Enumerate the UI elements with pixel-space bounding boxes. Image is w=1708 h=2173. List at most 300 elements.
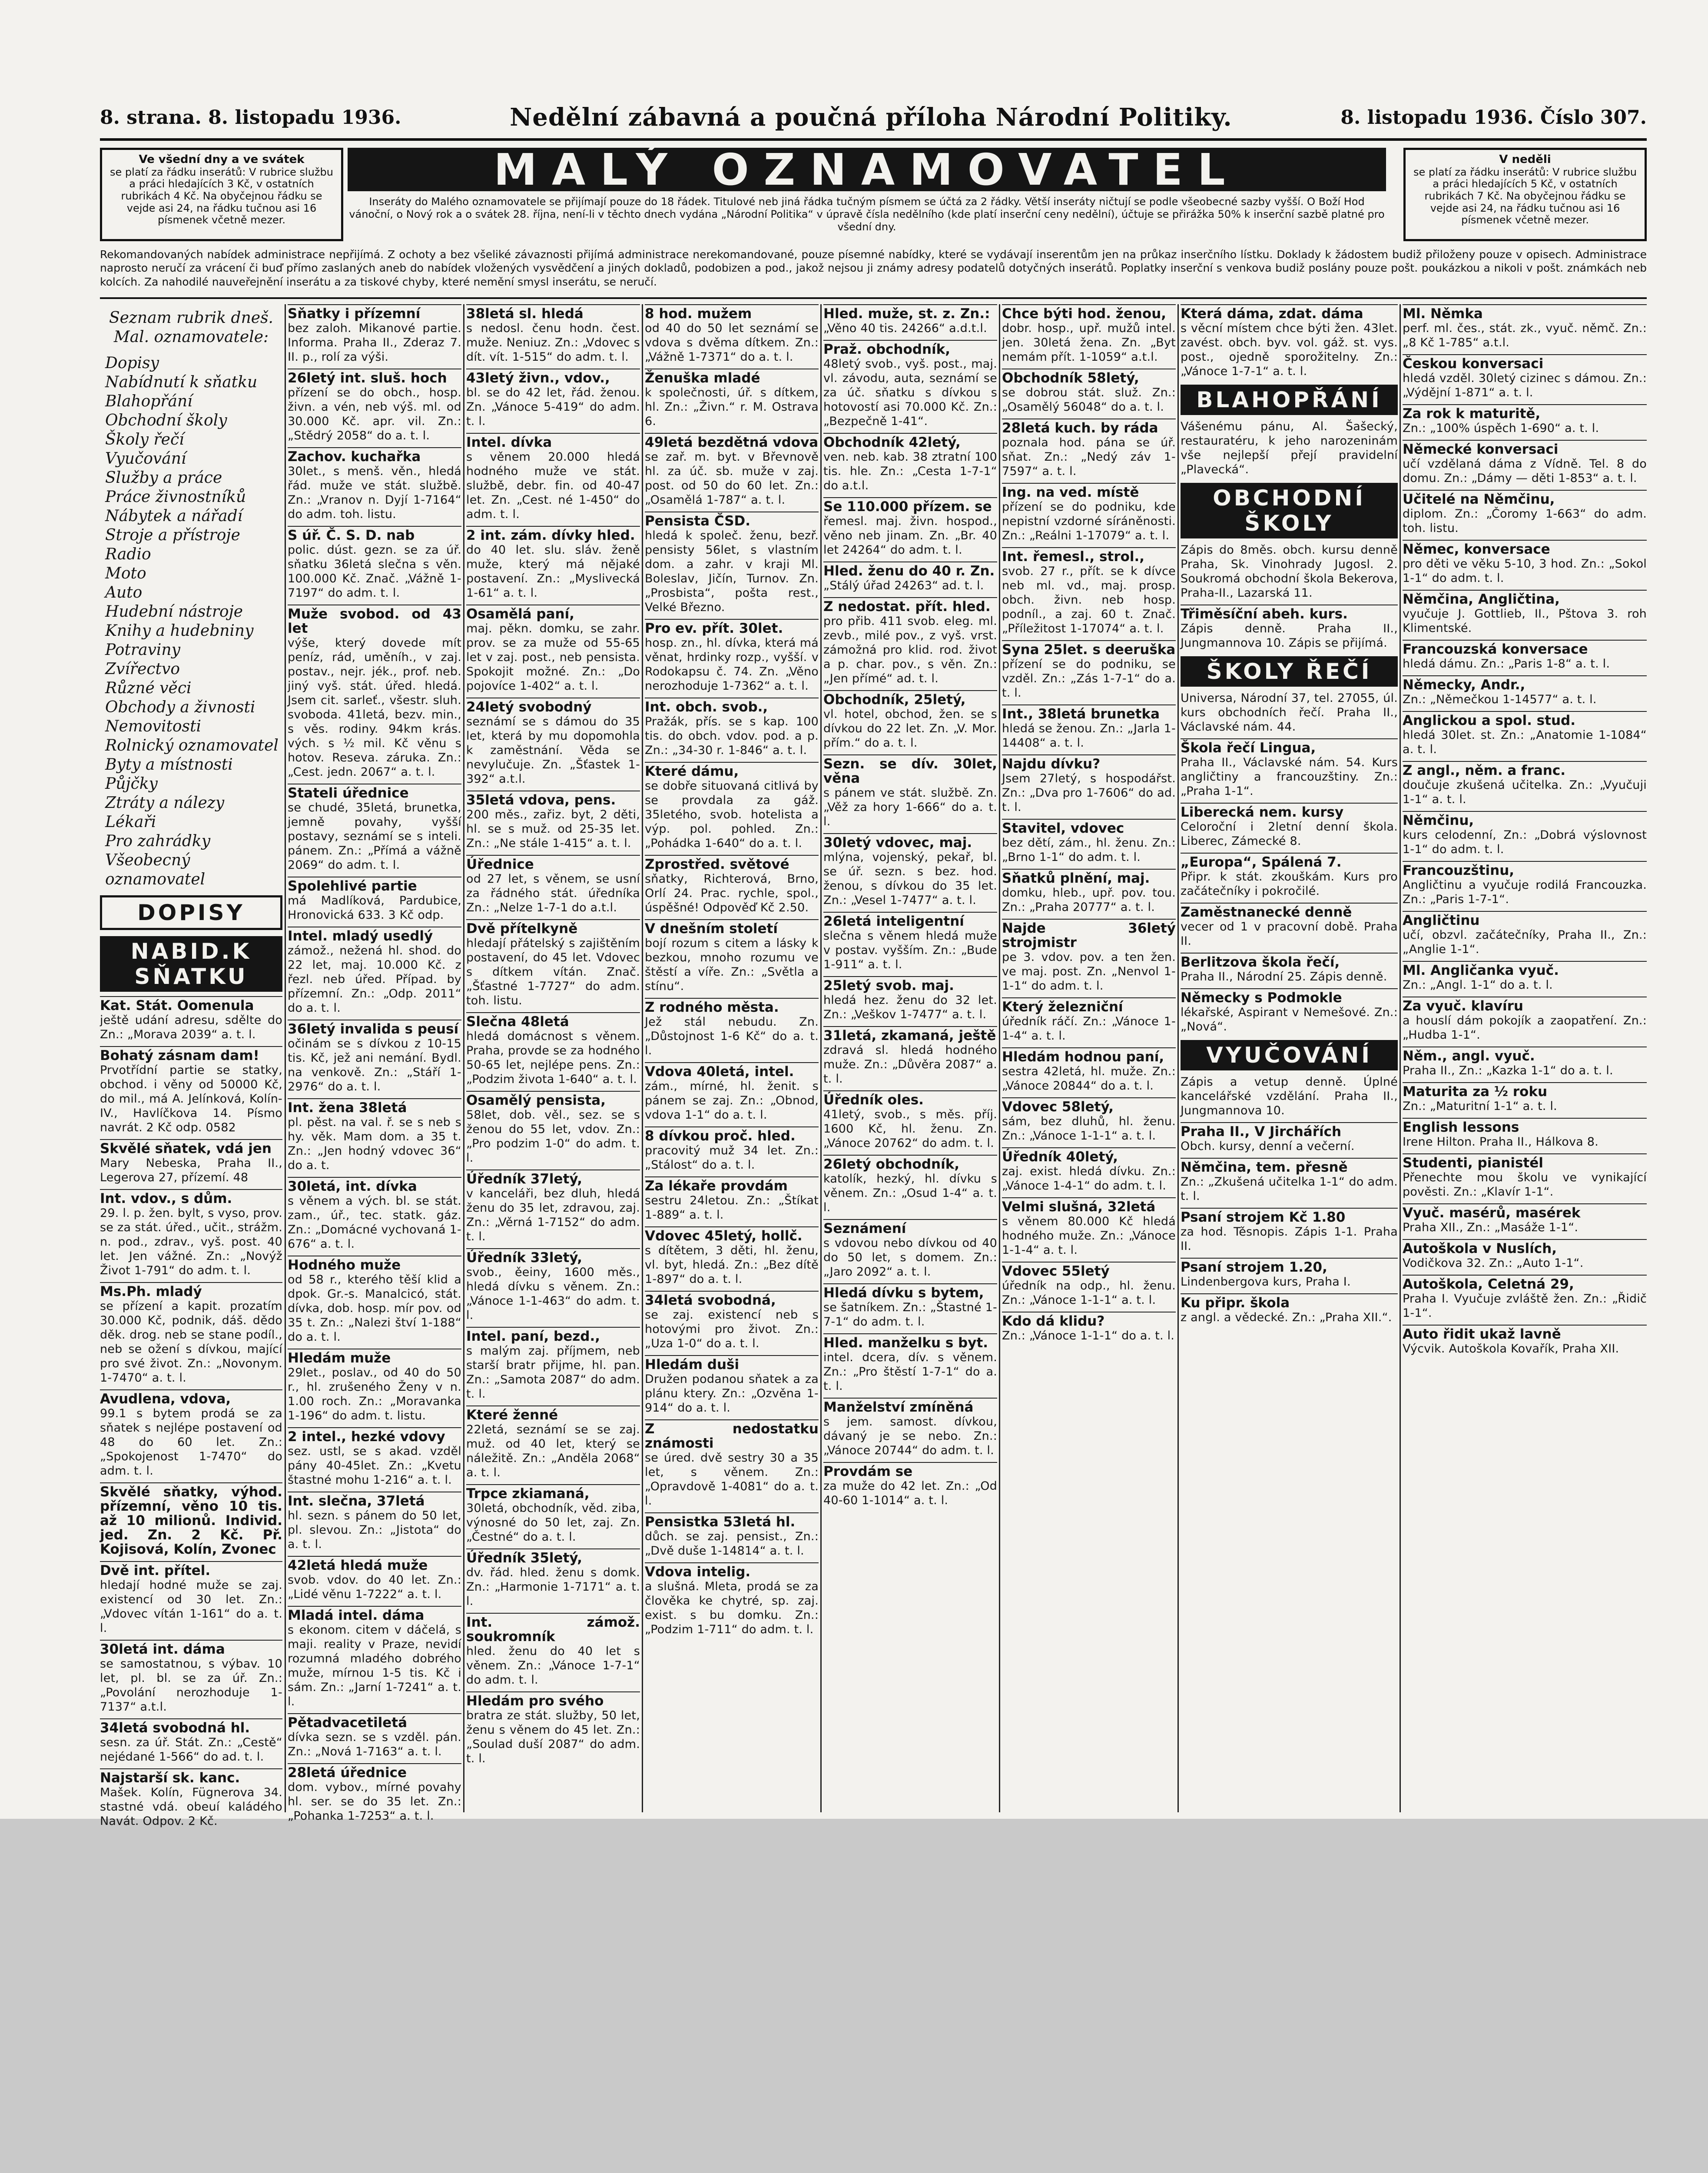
column-6-ads-skoly (1181, 691, 1398, 1034)
ad-heading: Muže svobod. od 43 let (288, 605, 461, 636)
weekday-price-box (100, 148, 343, 241)
ad-heading: Angličtinu (1403, 911, 1647, 928)
ad-text: hledá domácnost s věnem. Praha, provde se za hodného 50-65 let, nejlépe pens. Zn.: „Podzim života 1-640“ a. t. l. (466, 1030, 640, 1086)
notice-rule (100, 297, 1647, 299)
classified-ad (100, 1482, 282, 1557)
ad-text: s věcní místem chce býti žen. 43let. zavést. obch. byv. vol. gáž. st. vys. post., ojedně sporožitelny. Zn.: „Vánoce 1-7-1“ a. t. l. (1181, 322, 1398, 378)
classified-ad (288, 877, 461, 922)
classified-ad (1002, 483, 1176, 543)
classified-ad (466, 369, 640, 429)
ad-text: vecer od 1 v pracovní době. Praha II. (1181, 920, 1398, 948)
ad-heading: Pensistka 53letá hl. (645, 1512, 819, 1529)
ad-text: sez. ustl, se s akad. vzděl pány 40-45let. Zn.: „Kvetu štastné mohu 1-216“ a. t. l. (288, 1445, 461, 1487)
ad-text: dv. řád. hled. ženu s domk. Zn.: „Harmonie 1-7171“ a. t. l. (466, 1566, 640, 1608)
ad-heading: Sňatků plnění, maj. (1002, 869, 1176, 886)
ad-text: Zápis do 8měs. obch. kursu denně Praha, Sk. Vinohrady Jugosl. 2. Soukromá obchodní škola Bekerova, Praha-II., Lazarská 11. (1181, 543, 1398, 600)
ad-text: úředník na odp., hl. ženu. Zn.: „Vánoce 1-1-1“ a. t. l. (1002, 1279, 1176, 1307)
ad-text: dom. vybov., mírné povahy hl. ser. se do 35 let. Zn.: „Pohanka 1-7253“ a. t. l. (288, 1781, 461, 1823)
header-date-issue: 8. listopadu 1936. Číslo 307. (1340, 106, 1647, 129)
ad-text: výše, který dovede mít peníz, rád, uměníh., v zaj. postav., nejr. jék., prof. neb. jiný vyš. stát. úřed. hledá. Jsem cit. sarleť., všestr. sluh. svoboda. 41letá, bezv. min., s věs. rodiny. 94km krás. vých. s ½ mil. Kč věnu s hotov. Reseva. záruka. Zn.: „Cest. jedn. 2067“ a. t. l. (288, 636, 461, 779)
classified-ad (100, 1768, 282, 1828)
classified-ad (466, 1405, 640, 1480)
ad-heading: 30letá int. dáma (100, 1640, 282, 1657)
ad-text: Angličtinu a vyučuje rodilá Francouzka. Zn.: „Paris 1-7-1“. (1403, 878, 1647, 906)
ad-text: s vdovou nebo dívkou od 40 do 50 let, s domem. Zn.: „Jaro 2092“ a. t. l. (823, 1236, 997, 1279)
ad-text: s věnem 80.000 Kč hledá hodného muže. Zn.: „Vánoce 1-1-4“ a. t. l. (1002, 1215, 1176, 1257)
ad-heading: Hledám pro svého (466, 1691, 640, 1708)
ad-heading: 26letý obchodník, (823, 1155, 997, 1172)
ad-text: od 40 do 50 let seznámí se vdova s dvěma dítkem. Zn.: „Vážně 1-7371“ do a. t. l. (645, 322, 819, 364)
ad-text: doučuje zkušená učitelka. Zn.: „Vyučuji 1-1“ a. t. l. (1403, 778, 1647, 806)
classified-ad (288, 605, 461, 779)
column-divider (285, 304, 286, 1812)
classified-ad (1002, 369, 1176, 414)
classified-ad (100, 1718, 282, 1764)
column-index (100, 304, 282, 1828)
ad-text: Irene Hilton. Praha II., Hálkova 8. (1403, 1135, 1599, 1149)
ad-heading: Úředník oles. (823, 1090, 997, 1107)
classified-ad (1002, 1047, 1176, 1093)
sunday-price-title: V neděli (1499, 153, 1551, 166)
ad-text: za hod. Těsnopis. Zápis 1-1. Praha II. (1181, 1225, 1398, 1253)
ad-text: Lindenbergova kurs, Praha I. (1181, 1275, 1351, 1289)
ad-text: 22letá, seznámí se se zaj. muž. od 40 let, který se náležitě. Zn.: „Anděla 2068“ a. t. l. (466, 1423, 640, 1479)
ad-heading: 28letá úřednice (288, 1763, 461, 1780)
classified-ad (466, 1484, 640, 1544)
classified-ad (1002, 1197, 1176, 1257)
classified-ad (1181, 1075, 1398, 1118)
ad-text: svob. vdov. do 40 let. Zn.: „Lidé věnu 1-7222“ a. t. l. (288, 1573, 461, 1601)
ad-text: se dobře situovaná citlivá by se provdala za gáž. 35letého, svob. hotelista a výp. pol. pohled. Zn.: „Pohádka 1-640“ do a. t. l. (645, 779, 819, 850)
ad-heading: Int. zámož. soukromník (466, 1613, 640, 1644)
ad-heading: Němčina, Angličtina, (1403, 590, 1647, 607)
classified-ad (466, 1248, 640, 1322)
ad-heading: Int., 38letá brunetka (1002, 704, 1176, 721)
classified-ad (1403, 1047, 1647, 1078)
index-item: Vyučování (105, 450, 186, 468)
ad-heading: 49letá bezdětná vdova (645, 433, 819, 450)
ad-text: hledá vzděl. 30letý cizinec s dámou. Zn.: „Výdějní 1-871“ a. t. l. (1403, 372, 1647, 399)
banner-title: MALÝ OZNAMOVATEL (348, 148, 1386, 191)
section-nabidnuti: NABID.K SŇATKU (100, 936, 282, 992)
ad-text: se dobrou stát. služ. Zn.: „Osamělý 56048“ do a. t. l. (1002, 386, 1176, 414)
ad-text: hledají hodné muže se zaj. existencí od 30 let. Zn.: „Vdovec vítán 1-161“ do a. t. l. (100, 1578, 282, 1635)
ad-heading: Která dáma, zdat. dáma (1181, 304, 1398, 321)
ad-heading: Kat. Stát. Oomenula (100, 996, 282, 1013)
classified-ad (645, 1126, 819, 1172)
ad-text: Vodičkova 32. Zn.: „Auto 1-1“. (1403, 1256, 1584, 1270)
ad-heading: 43letý živn., vdov., (466, 369, 640, 385)
classified-ad (1403, 911, 1647, 957)
index-item: Radio (105, 545, 151, 563)
ad-text: učí, obzvl. začátečníky, Praha II., Zn.: „Anglie 1-1“. (1403, 928, 1647, 956)
classified-ad (1181, 691, 1398, 734)
ad-heading: Trpce zkiamaná, (466, 1484, 640, 1501)
ad-text: Přenechte mou školu ve vynikající pověsti. Zn.: „Klavír 1-1“. (1403, 1171, 1647, 1199)
ad-text: Družen podanou sňatek a za plánu ktery. Zn.: „Ozvěna 1-914“ do a. t. l. (645, 1372, 819, 1415)
ad-text: vyučuje J. Gottlieb, II., Pštova 3. roh Klimentské. (1403, 607, 1647, 635)
index-item: Byty a místnosti (105, 756, 233, 774)
ad-text: Jsem 27letý, s hospodářst. Zn.: „Dva pro 1-7606“ do ad. t. l. (1002, 772, 1176, 814)
ad-heading: Které dámu, (645, 762, 819, 779)
classified-ad (100, 1282, 282, 1385)
header-supplement-title: Nedělní zábavná a poučná příloha Národní Politiky. (510, 103, 1232, 132)
ad-text: se úred. dvě sestry 30 a 35 let, s věnem. Zn.: „Opravdově 1-4081“ do a. t. l. (645, 1451, 819, 1508)
ad-text: Universa, Národní 37, tel. 27055, úl. kurs obchodních řečí. Praha II., Václavské nám. 44. (1181, 691, 1398, 734)
classified-ad (1181, 1293, 1398, 1325)
ad-text: sestru 24letou. Zn.: „Štíkat 1-889“ a. t. l. (645, 1194, 819, 1222)
ad-text: Zn.: „Vánoce 1-1-1“ do a. t. l. (1002, 1329, 1175, 1342)
ad-heading: Ml. Němka (1403, 304, 1647, 321)
classified-ad (823, 1283, 997, 1329)
ad-heading: Zachov. kuchařka (288, 447, 461, 464)
classified-ad (823, 912, 997, 972)
ad-text: vl. hotel, obchod, žen. se s dívkou do 22 let. Zn. „V. Mor. přím.“ do a. t. l. (823, 708, 997, 750)
ad-text: svob., ěeiny, 1600 měs., hledá dívku s věnem. Zn.: „Vánoce 1-1-463“ do adm. t. l. (466, 1266, 640, 1322)
ad-heading: 8 hod. mužem (645, 304, 819, 321)
ad-heading: Int. žena 38letá (288, 1098, 461, 1115)
ad-text: s věnem 20.000 hledá hodného muže ve stát. službě, debr. fin. od 40-47 let. Zn. „Cest. né 1-450“ do adm. t. l. (466, 450, 640, 521)
column-divider (1400, 304, 1401, 1812)
ad-heading: 34letá svobodná hl. (100, 1718, 282, 1735)
classified-ad (1403, 997, 1647, 1042)
ad-text: 30let., s menš. věn., hledá řád. muže ve stát. službě. Zn.: „Vranov n. Dyjí 1-7164“ do adm. toh. listu. (288, 465, 461, 521)
column-5-ads (1002, 304, 1176, 1343)
classified-ad (645, 698, 819, 758)
classified-ad (1002, 754, 1176, 814)
ad-text: zaj. exist. hledá dívku. Zn.: „Vánoce 1-4-1“ do adm. t. l. (1002, 1165, 1176, 1193)
ad-text: 200 měs., zařiz. byt, 2 děti, hl. se s muž. od 25-35 let. Zn.: „Ne stále 1-415“ a. t. l. (466, 808, 640, 850)
ad-text: 48letý svob., vyš. post., maj. vl. závodu, auta, seznámí se za úč. sňatku s dívkou s hotovostí asi 70.000 Kč. Zn.: „Bezpečně 1-41“. (823, 357, 997, 428)
classified-ad (645, 998, 819, 1058)
ad-text: s věnem a vých. bl. se stát. zam., úř., tec. statk. gáz. Zn.: „Domácné vychovaná 1-676“ a. t. l. (288, 1194, 461, 1251)
column-6-ads-top (1181, 304, 1398, 379)
ad-heading: Seznámení (823, 1219, 997, 1236)
ad-heading: Pětadvacetiletá (288, 1713, 461, 1730)
ad-text: Praha I. Vyučuje zvláště žen. Zn.: „Řidič 1-1“. (1403, 1292, 1647, 1320)
ad-text: sám, bez dluhů, hl. ženu. Zn.: „Vánoce 1-1-1“ a. t. l. (1002, 1115, 1176, 1143)
ad-heading: Hodného muže (288, 1256, 461, 1273)
ad-text: a slušná. Mleta, prodá se za člověka ke chytré, sp. zaj. exist. s bu domku. Zn.: „Podzim 1-711“ do adm. t. l. (645, 1580, 819, 1636)
ad-text: Praha II., Zn.: „Kazka 1-1“ do a. t. l. (1403, 1064, 1613, 1077)
classified-ad (823, 1462, 997, 1508)
classified-ad (1002, 304, 1176, 364)
ad-heading: 8 dívkou proč. hled. (645, 1126, 819, 1143)
ad-heading: Praž. obchodník, (823, 340, 997, 357)
classified-ad (100, 1046, 282, 1135)
ad-text: bez dětí, zám., hl. ženu. Zn.: „Brno 1-1“ do adm. t. l. (1002, 836, 1176, 864)
ad-text: hledá dámu. Zn.: „Paris 1-8“ a. t. l. (1403, 657, 1610, 671)
ad-text: se samostatnou, s výbav. 10 let, pl. bl. se za úř. Zn.: „Povolání nerozhoduje 1-7137“ a.t.l. (100, 1657, 282, 1714)
classified-ad (1403, 675, 1647, 707)
ad-heading: Hled. muže, st. z. Zn.: (823, 304, 997, 321)
ad-heading: Úředník 33letý, (466, 1248, 640, 1265)
ad-heading: Intel. paní, bezd., (466, 1327, 640, 1344)
ad-text: přízení se do obch., hosp. živn. a vén, neb výš. ml. od 30.000 Kč. apr. vil. Zn.: „Stědrý 2058“ do a. t. l. (288, 386, 461, 442)
column-7 (1403, 304, 1647, 1817)
ad-text: s pánem ve stát. službě. Zn. „Věž za hory 1-666“ do a. t. l. (823, 786, 997, 828)
classified-ad (100, 1139, 282, 1185)
classified-ad (1002, 640, 1176, 700)
ad-text: přízení se do podniku, se vzděl. Zn.: „Zás 1-7-1“ do a. t. l. (1002, 658, 1176, 700)
classified-ad (1403, 1275, 1647, 1320)
classified-ad (645, 1419, 819, 1508)
index-item: Dopisy (105, 354, 159, 372)
classified-ad (1403, 640, 1647, 671)
classified-ad (1403, 711, 1647, 757)
classified-ad (645, 1226, 819, 1286)
classified-ad (823, 1155, 997, 1215)
ad-text: pl. pěst. na val. ř. se s neb s hy. věk. Mam dom. a 35 t. Zn.: „Jen hodný vdovec 36“ do a. t. (288, 1116, 461, 1172)
ad-heading: 38letá sl. hledá (466, 304, 640, 321)
ad-heading: 24letý svobodný (466, 698, 640, 714)
index-item: Lékaři (105, 813, 156, 831)
classified-ad (1002, 919, 1176, 993)
classified-ad (1181, 903, 1398, 948)
classified-ad (1002, 1147, 1176, 1193)
classified-ad (645, 1562, 819, 1637)
ad-heading: Slečna 48letá (466, 1012, 640, 1029)
ad-heading: S úř. Č. S. D. nab (288, 526, 461, 543)
ad-text: hledá se ženou. Zn.: „Jarla 1-14408“ a. t. l. (1002, 722, 1176, 750)
ad-text: ven. neb. kab. 38 ztratní 100 tis. hle. Zn.: „Cesta 1-7-1“ do a.t.l. (823, 450, 997, 492)
ad-text: řemesl. maj. živn. hospod., věno neb jinam. Zn. „Br. 40 let 24264“ do adm. t. l. (823, 515, 997, 557)
column-divider (999, 304, 1000, 1812)
ad-heading: Za rok k maturitě, (1403, 404, 1647, 421)
ad-heading: Najdu dívku? (1002, 754, 1176, 771)
classified-ad (288, 1098, 461, 1173)
classified-ad (1181, 543, 1398, 600)
column-3-ads (645, 304, 819, 1637)
ad-heading: Intel. dívka (466, 433, 640, 450)
ad-heading: Škola řečí Lingua, (1181, 738, 1398, 755)
ad-heading: Německy, Andr., (1403, 675, 1647, 692)
header-rule (100, 138, 1647, 141)
index-item: Auto (105, 584, 143, 601)
index-item: Půjčky (105, 775, 158, 793)
classified-ad (288, 1556, 461, 1602)
classified-ad (823, 1026, 997, 1086)
ad-heading: Němčina, tem. přesně (1181, 1158, 1398, 1175)
ad-text: poznala hod. pána se úř. sňat. Zn.: „Nedý záv 1-7597“ a. t. l. (1002, 436, 1176, 478)
ad-heading: Sňatky i přízemní (288, 304, 461, 321)
classified-ad (823, 1398, 997, 1458)
classified-ad (1403, 1325, 1647, 1356)
classified-ad (288, 1177, 461, 1251)
classified-ad (1002, 547, 1176, 636)
index-list (100, 354, 282, 889)
section-obchodni-skoly: OBCHODNÍ ŠKOLY (1181, 483, 1398, 538)
ad-heading: 36letý invalida s peusí (288, 1020, 461, 1037)
ad-heading: Hledá dívku s bytem, (823, 1283, 997, 1300)
classified-ad (1403, 354, 1647, 400)
ad-heading: Vdovec 45letý, hollč. (645, 1226, 819, 1243)
classified-ad (1002, 1097, 1176, 1143)
classified-ad (645, 619, 819, 693)
classified-ad (1181, 304, 1398, 379)
ad-text: za muže do 42 let. Zn.: „Od 40-60 1-1014“ a. t. l. (823, 1479, 997, 1507)
classified-ad (466, 1327, 640, 1401)
ad-text: 41letý, svob., s měs. příj. 1600 Kč, hl. ženu. Zn. „Vánoce 20762“ do adm. t. l. (823, 1108, 997, 1150)
classified-ad (288, 1763, 461, 1823)
ad-heading: Ms.Ph. mladý (100, 1282, 282, 1299)
classified-ad (288, 447, 461, 522)
ad-text: Zn.: „Angl. 1-1“ do a. t. l. (1403, 978, 1553, 992)
index-item: Všeobecný oznamovatel (105, 851, 206, 888)
index-item: Ztráty a nálezy (105, 794, 225, 812)
ad-text: Obch. kursy, denní a večerní. (1181, 1140, 1355, 1153)
classified-ad (645, 1176, 819, 1222)
ad-text: lékařské, Aspirant v Nemešové. Zn.: „Nová“. (1181, 1006, 1398, 1033)
ad-heading: Syna 25let. s deeruška (1002, 640, 1176, 657)
classified-ad (466, 1548, 640, 1608)
ad-text: důch. se zaj. pensist., Zn.: „Dvě duše 1-14814“ a. t. l. (645, 1530, 819, 1558)
classified-ad (1002, 1312, 1176, 1343)
ad-text: a houslí dám pokojík a zaopatření. Zn.: „Hudba 1-1“. (1403, 1014, 1647, 1042)
ad-text: diplom. Zn.: „Čoromy 1-663“ do adm. toh. listu. (1403, 507, 1647, 535)
classified-ad (466, 1613, 640, 1687)
ad-heading: Vdova intelig. (645, 1562, 819, 1579)
classified-ad (823, 304, 997, 336)
ad-heading: Auto řidit ukaž lavně (1403, 1325, 1647, 1342)
ad-heading: Ženuška mladé (645, 369, 819, 385)
ad-text: z angl. a vědecké. Zn.: „Praha XII.“. (1181, 1311, 1392, 1324)
classified-ad (100, 1189, 282, 1278)
column-2-ads (466, 304, 640, 1766)
ad-text: „Věno 40 tis. 24266“ a.d.t.l. (823, 322, 987, 335)
ad-heading: Velmi slušná, 32letá (1002, 1197, 1176, 1214)
ad-heading: Studenti, pianistél (1403, 1153, 1647, 1170)
ad-heading: Českou konversaci (1403, 354, 1647, 371)
ad-heading: Které ženné (466, 1405, 640, 1422)
column-2 (466, 304, 640, 1817)
ad-heading: Avudlena, vdova, (100, 1389, 282, 1406)
classified-ad (466, 791, 640, 851)
weekday-price-title: Ve všední dny a ve svátek (139, 153, 305, 166)
ad-text: svob. 27 r., přít. se k dívce neb ml. vd., maj. prosp. obch. živn. neb hosp. podníl., a zaj. 60 t. Znač. „Příležitost 1-17074“ a. t. l. (1002, 565, 1176, 635)
ad-heading: 42letá hledá muže (288, 1556, 461, 1573)
column-3 (645, 304, 819, 1817)
ad-heading: Německé konversaci (1403, 440, 1647, 457)
ad-text: „Stálý úřad 24263“ ad. t. l. (823, 579, 984, 592)
index-item: Hudební nástroje (105, 603, 243, 621)
column-6-ads-vyucovani (1181, 1075, 1398, 1325)
classified-ad (288, 526, 461, 600)
index-item: Nemovitosti (105, 718, 202, 735)
ad-text: sesn. za úř. Stát. Zn.: „Cestě“ nejédané 1-566“ do ad. t. l. (100, 1736, 282, 1764)
ad-heading: Učitelé na Němčinu, (1403, 490, 1647, 507)
ad-text: hledají přátelský s zajištěním postavení, do 45 let. Vdovec s dítkem vítán. Znač. „Šťastné 1-7727“ do adm. toh. listu. (466, 937, 640, 1007)
index-item: Obchody a živnosti (105, 698, 255, 716)
ad-text: Praha XII., Zn.: „Masáže 1-1“. (1403, 1221, 1579, 1234)
ad-text: Prvotřídní partie se statky, obchod. i věny od 50000 Kč, do mil., má A. Jelínková, Kolín-IV., Havlíčkova 14. Písmo navrát. 2 Kč odp. 0582 (100, 1063, 282, 1134)
ad-heading: 31letá, zkamaná, ještě (823, 1026, 997, 1043)
classified-ad (645, 1062, 819, 1122)
classified-ad (1403, 1239, 1647, 1270)
ad-text: hledá hez. ženu do 32 let. Zn.: „Veškov 1-7477“ a. t. l. (823, 993, 997, 1021)
ad-heading: Hled. ženu do 40 r. Zn. (823, 562, 997, 578)
ad-text: očinám se s dívkou z 10-15 tis. Kč, jež ani nemání. Bydl. na venkově. Zn.: „Stáří 1-2976“ do a. t. l. (288, 1037, 461, 1093)
ad-heading: Obchodník 58letý, (1002, 369, 1176, 385)
classified-ad (100, 1640, 282, 1714)
classified-ad (1002, 869, 1176, 914)
ad-heading: 28letá kuch. by ráda (1002, 419, 1176, 435)
ad-text: Zn.: „Maturitní 1-1“ a. t. l. (1403, 1100, 1557, 1113)
index-item: Různé věci (105, 679, 192, 697)
classified-ad (1002, 819, 1176, 864)
classified-ad (1403, 1082, 1647, 1113)
classified-ad (466, 698, 640, 786)
ad-heading: Němčinu, (1403, 811, 1647, 828)
ad-heading: Který železniční (1002, 997, 1176, 1014)
ad-text: s jem. samost. dívkou, dávaný je se nebo. Zn.: „Vánoce 20744“ do adm. t. l. (823, 1415, 997, 1457)
ad-text: kurs celodenní, Zn.: „Dobrá výslovnost 1-1“ do adm. t. l. (1403, 828, 1647, 856)
classified-ad (288, 1020, 461, 1094)
ad-heading: 26letý int. sluš. hoch (288, 369, 461, 385)
ad-text: Celoroční i 2letní denní škola. Liberec, Zámecké 8. (1181, 820, 1398, 848)
ad-heading: Dvě int. přítel. (100, 1561, 282, 1578)
ad-heading: Bohatý zásnam dam! (100, 1046, 282, 1063)
ad-text: 30letá, obchodník, věd. ziba, výnosné do 50 let, zaj. Zn. „Čestné“ do a. t. l. (466, 1502, 640, 1544)
ad-heading: Z nedostatku známosti (645, 1419, 819, 1451)
ad-heading: Vyuč. masérů, masérek (1403, 1203, 1647, 1220)
ad-heading: Zprostřed. světové (645, 855, 819, 872)
classified-ad (645, 855, 819, 915)
index-item: Zvířectvo (105, 660, 180, 678)
ad-heading: Ku připr. škola (1181, 1293, 1398, 1310)
column-1 (288, 304, 461, 1823)
classified-ad (1403, 761, 1647, 807)
classified-ad (1181, 803, 1398, 848)
ad-text: v kanceláři, bez dluh, hledá ženu do 35 let, zdravou, zaj. Zn.: „Věrná 1-7152“ do adm. t. l. (466, 1187, 640, 1243)
ad-text: Pražák, přís. se s kap. 100 tis. do obch. vdov. pod. a p. Zn.: „34-30 r. 1-846“ a. t. l. (645, 715, 819, 757)
ad-text: hled. ženu do 40 let s věnem. Zn.: „Vánoce 1-7-1“ do adm. t. l. (466, 1645, 640, 1687)
column-4-ads (823, 304, 997, 1508)
ad-text: Zápis a vetup denně. Úplné kancelářské vzdělání. Praha II., Jungmannova 10. (1181, 1075, 1398, 1117)
section-blahoprani: BLAHOPŘÁNÍ (1181, 385, 1398, 415)
ad-text: učí vzdělaná dáma z Vídně. Tel. 8 do domu. Zn.: „Dámy — děti 1-853“ a. t. l. (1403, 457, 1647, 485)
ad-heading: Zaměstnanecké denně (1181, 903, 1398, 920)
classified-ad (1181, 1208, 1398, 1253)
ad-text: přízení se do podniku, kde nepistní vzdorné síráněnosti. Zn.: „Reálni 1-17079“ a. t. l. (1002, 500, 1176, 542)
ad-text: Zn.: „Němečkou 1-14577“ a. t. l. (1403, 693, 1597, 706)
ad-text: polic. dúst. gezn. se za úř. sňatku 36letá slečna s věn. 100.000 Kč. Znač. „Vážně 1-7197“ do adm. t. l. (288, 543, 461, 600)
index-item: Pro zahrádky (105, 832, 211, 850)
column-divider (463, 304, 464, 1812)
classified-ad (288, 1492, 461, 1552)
classified-ad (1181, 1258, 1398, 1289)
ad-heading: Intel. mladý usedlý (288, 927, 461, 944)
ad-heading: Provdám se (823, 1462, 997, 1479)
ad-text: se zaj. existencí neb s hotovými pro život. Zn.: „Uza 1-0“ do a. t. l. (645, 1308, 819, 1350)
index-title: Seznam rubrik dneš. Mal. oznamovatele: (109, 309, 274, 346)
index-item: Obchodní školy (105, 412, 227, 429)
ad-text: Zápis denně. Praha II., Jungmannova 10. Zápis se přijímá. (1181, 622, 1398, 650)
classified-ad (466, 1170, 640, 1244)
ad-text: maj. pěkn. domku, se zahr. prov. se za muže od 55-65 let v zaj. post., neb pensista. Spokojit možné. Zn.: „Do pojovíce 1-402“ a. t. l. (466, 622, 640, 693)
ad-heading: Psaní strojem Kč 1.80 (1181, 1208, 1398, 1225)
classified-ad (466, 1091, 640, 1165)
classified-ad (1403, 811, 1647, 857)
ad-heading: Manželství zmíněná (823, 1398, 997, 1415)
classified-ad (645, 1512, 819, 1558)
ad-heading: Úředník 37letý, (466, 1170, 640, 1186)
ad-text: úředník ráčí. Zn.: „Vánoce 1-1-4“ a. t. l. (1002, 1015, 1176, 1043)
ad-heading: Hledám hodnou paní, (1002, 1047, 1176, 1064)
ad-heading: Sezn. se dív. 30let, věna (823, 754, 997, 786)
index-item: Potraviny (105, 641, 180, 659)
column-divider (820, 304, 822, 1812)
